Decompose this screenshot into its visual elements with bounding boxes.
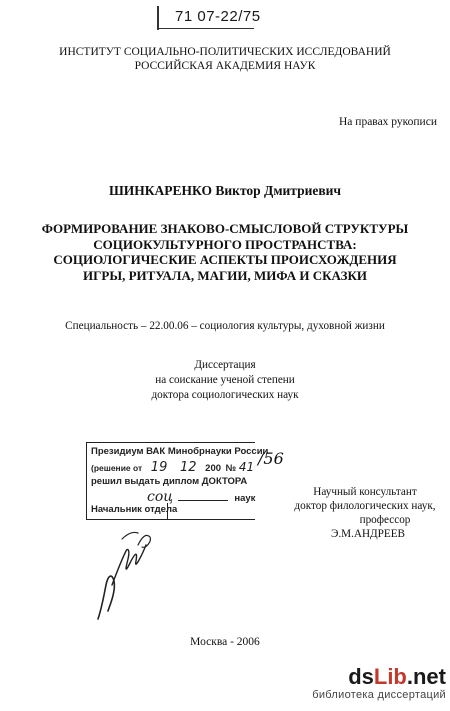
margin-mark — [157, 6, 159, 30]
stamp-handwritten-field: соц — [147, 489, 174, 505]
stamp-number-label: № — [225, 463, 237, 474]
stamp-year: 200 — [205, 463, 222, 474]
stamp-field-underline — [178, 500, 228, 501]
author-name: ШИНКАРЕНКО Виктор Дмитриевич — [108, 183, 342, 198]
stamp-head-of-dept: Начальник отдела — [91, 504, 178, 515]
degree-line: Диссертация — [194, 359, 256, 371]
stamp-side-number: /56 — [258, 449, 284, 468]
watermark-net: .net — [406, 664, 446, 689]
city-year: Москва - 2006 — [190, 636, 260, 648]
archive-number-underline — [158, 28, 254, 29]
watermark — [278, 665, 446, 701]
watermark-site — [278, 665, 446, 689]
title-line: ИГРЫ, РИТУАЛА, МАГИИ, МИФА И СКАЗКИ — [83, 267, 367, 283]
stamp-line-1: Президиум ВАК Минобрнауки России — [91, 446, 269, 457]
watermark-lib: Lib — [373, 664, 407, 689]
signature-scribble — [92, 515, 162, 625]
degree-line: на соискание ученой степени — [155, 374, 295, 386]
stamp-date-month: 12 — [179, 460, 197, 475]
title-line: ФОРМИРОВАНИЕ ЗНАКОВО-СМЫСЛОВОЙ СТРУКТУРЫ — [41, 221, 409, 236]
specialty: Специальность – 22.00.06 – социология культуры, духовной жизни — [65, 320, 385, 332]
stamp-line-2 — [91, 460, 254, 475]
institute-line-2: РОССИЙСКАЯ АКАДЕМИЯ НАУК — [134, 60, 316, 72]
consultant-line: Э.М.АНДРЕЕВ — [330, 528, 406, 540]
title-line: СОЦИОКУЛЬТУРНОГО ПРОСТРАНСТВА: — [93, 236, 357, 252]
stamp-date-day: 19 — [150, 460, 168, 475]
stamp-suffix: наук — [234, 493, 256, 504]
title-line: СОЦИОЛОГИЧЕСКИЕ АСПЕКТЫ ПРОИСХОЖДЕНИЯ — [53, 252, 397, 267]
watermark-ds: ds — [348, 664, 374, 689]
consultant-line: доктор филологических наук, — [294, 500, 436, 512]
dissertation-title — [0, 221, 450, 283]
degree-block — [0, 358, 450, 403]
watermark-caption: библиотека диссертаций — [312, 689, 446, 701]
stamp-decision-prefix: (решение от — [91, 463, 143, 473]
stamp-number: 41 — [238, 460, 255, 474]
institute-line-1: ИНСТИТУТ СОЦИАЛЬНО-ПОЛИТИЧЕСКИХ ИССЛЕДОВАНИЙ — [59, 46, 391, 58]
consultant-block — [290, 485, 440, 541]
consultant-line: профессор — [359, 514, 411, 526]
archive-number: 71 07-22/75 — [175, 8, 261, 25]
degree-line: доктора социологических наук — [151, 389, 299, 401]
manuscript-rights: На правах рукописи — [339, 116, 437, 128]
stamp-line-3: решил выдать диплом ДОКТОРА — [91, 476, 248, 487]
consultant-line: Научный консультант — [313, 486, 417, 498]
